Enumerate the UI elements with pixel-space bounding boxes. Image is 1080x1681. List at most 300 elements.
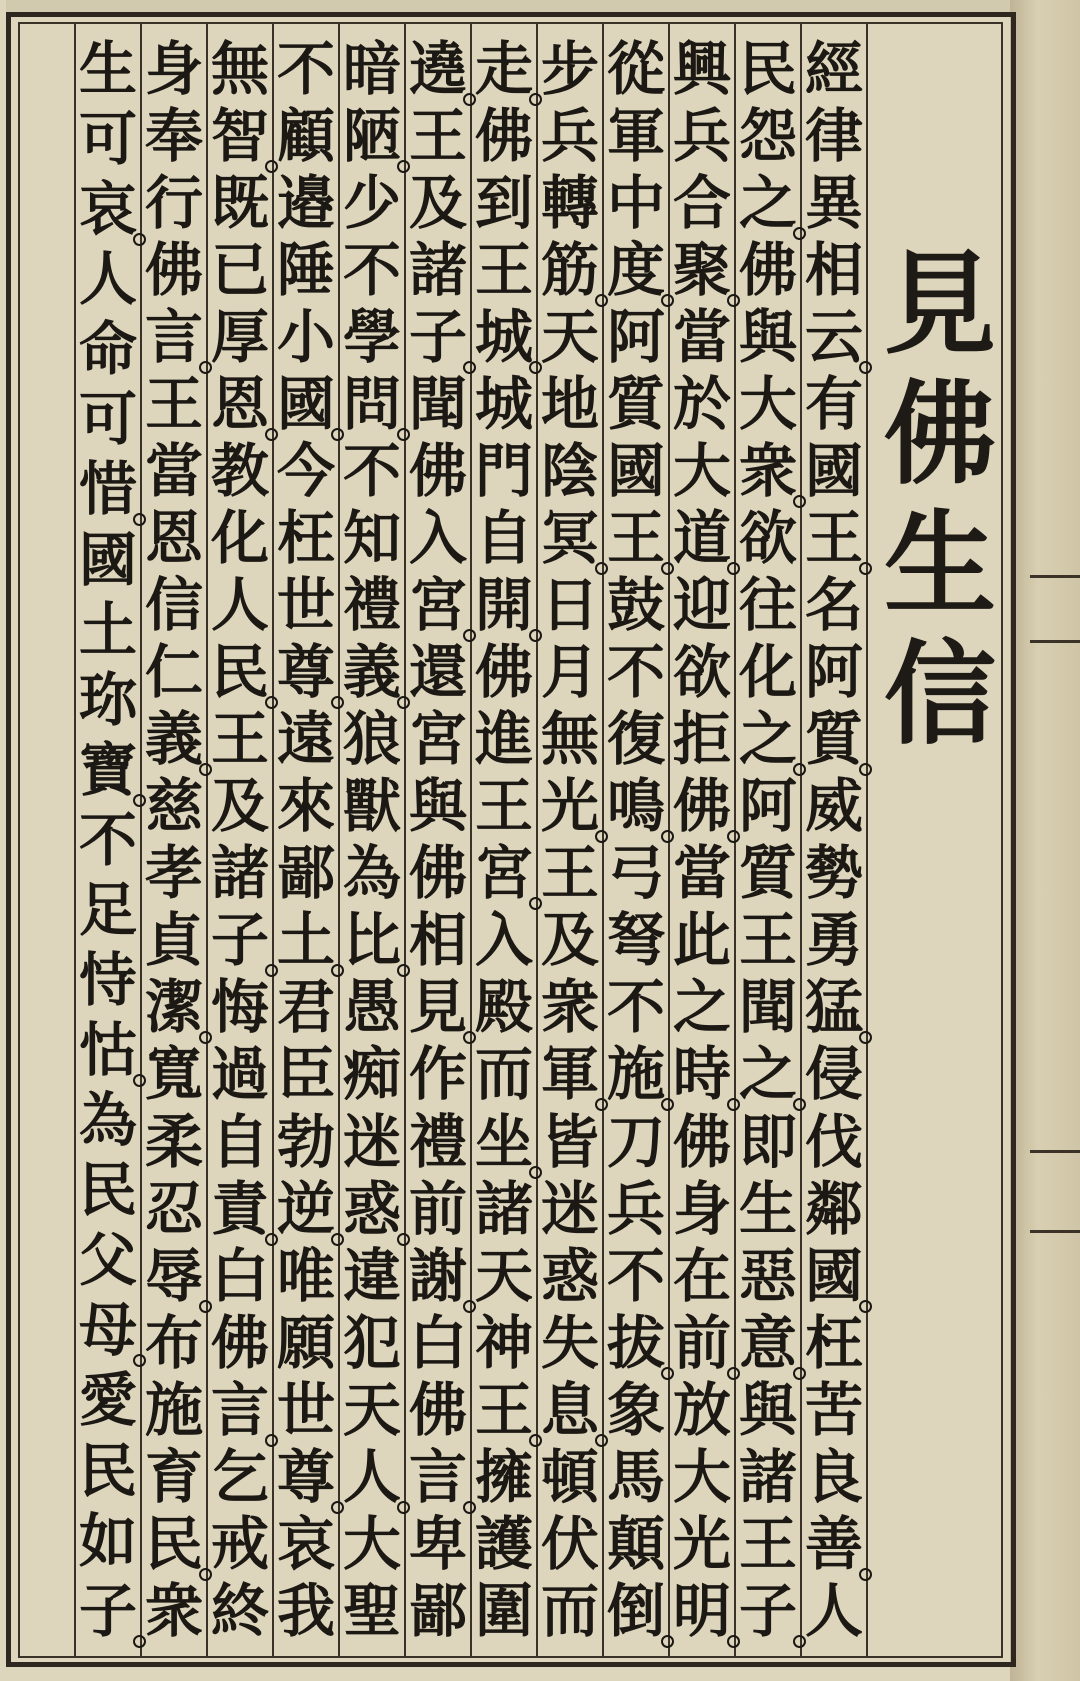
text-glyph: 終 bbox=[210, 1576, 269, 1645]
text-glyph: 諸 bbox=[408, 236, 467, 305]
text-glyph: 圍 bbox=[474, 1576, 533, 1645]
text-glyph: 之 bbox=[736, 174, 800, 232]
text-glyph: 拔 bbox=[604, 1314, 668, 1372]
text-glyph: 比 bbox=[340, 911, 404, 969]
text-glyph: 月 bbox=[540, 638, 599, 707]
text-glyph: 信 bbox=[144, 571, 203, 640]
text-glyph: 當 bbox=[672, 839, 731, 908]
text-glyph: 行 bbox=[144, 169, 203, 238]
text-glyph: 度 bbox=[604, 241, 668, 299]
text-glyph: 進 bbox=[474, 705, 533, 774]
text-glyph: 慈 bbox=[144, 772, 203, 841]
text-glyph: 異 bbox=[804, 169, 863, 238]
text-glyph: 猛 bbox=[802, 978, 866, 1036]
text-glyph: 王 bbox=[408, 102, 467, 171]
text-glyph: 王 bbox=[474, 236, 533, 305]
text-glyph: 阿 bbox=[738, 772, 797, 841]
text-glyph: 步 bbox=[540, 35, 599, 103]
text-glyph: 中 bbox=[606, 169, 665, 238]
text-glyph: 謝 bbox=[406, 1247, 470, 1305]
text-glyph: 質 bbox=[738, 839, 797, 908]
text-glyph: 義 bbox=[340, 643, 404, 701]
text-glyph: 與 bbox=[408, 772, 467, 841]
text-glyph: 大 bbox=[672, 437, 731, 506]
text-glyph: 還 bbox=[408, 638, 467, 707]
text-glyph: 及 bbox=[408, 169, 467, 238]
text-glyph: 象 bbox=[606, 1375, 665, 1444]
text-glyph: 相 bbox=[804, 236, 863, 305]
text-glyph: 化 bbox=[210, 504, 269, 573]
text-glyph: 國 bbox=[274, 375, 338, 433]
text-glyph: 往 bbox=[738, 571, 797, 640]
page-title bbox=[880, 240, 1000, 760]
text-glyph: 命 bbox=[78, 315, 137, 384]
text-glyph: 到 bbox=[474, 169, 533, 238]
text-glyph: 民 bbox=[738, 35, 797, 103]
text-glyph: 悔 bbox=[210, 973, 269, 1042]
text-glyph: 軍 bbox=[538, 1045, 602, 1103]
text-glyph: 尊 bbox=[274, 1448, 338, 1506]
text-glyph: 鼓 bbox=[606, 571, 665, 640]
text-glyph: 相 bbox=[408, 906, 467, 975]
text-glyph: 及 bbox=[540, 906, 599, 975]
text-glyph: 佛 bbox=[408, 839, 467, 908]
text-glyph: 遶 bbox=[406, 40, 470, 98]
text-glyph: 王 bbox=[474, 772, 533, 841]
text-glyph: 育 bbox=[144, 1442, 203, 1511]
text-glyph: 戒 bbox=[210, 1509, 269, 1578]
text-glyph: 聚 bbox=[670, 241, 734, 299]
text-glyph: 枉 bbox=[804, 1308, 863, 1377]
text-glyph: 佛 bbox=[210, 1308, 269, 1377]
text-glyph: 諸 bbox=[210, 839, 269, 908]
text-glyph: 國 bbox=[804, 437, 863, 506]
text-glyph: 可 bbox=[78, 385, 137, 454]
text-glyph: 皆 bbox=[540, 1107, 599, 1176]
title-char: 生 bbox=[884, 499, 996, 630]
text-glyph: 擁 bbox=[474, 1442, 533, 1511]
text-glyph: 質 bbox=[802, 710, 866, 768]
text-glyph: 阿 bbox=[606, 303, 665, 372]
text-glyph: 世 bbox=[276, 571, 335, 640]
text-glyph: 可 bbox=[78, 105, 137, 174]
text-glyph: 惑 bbox=[340, 1180, 404, 1238]
text-glyph: 陲 bbox=[276, 236, 335, 305]
text-glyph: 智 bbox=[208, 107, 272, 165]
text-glyph: 前 bbox=[408, 1174, 467, 1243]
text-glyph: 王 bbox=[144, 370, 203, 439]
text-glyph: 國 bbox=[802, 1247, 866, 1305]
text-glyph: 為 bbox=[78, 1086, 137, 1155]
text-glyph: 學 bbox=[342, 303, 401, 372]
text-glyph: 衆 bbox=[540, 973, 599, 1042]
text-glyph: 作 bbox=[408, 1040, 467, 1109]
text-column bbox=[206, 35, 274, 1645]
text-glyph: 子 bbox=[208, 911, 272, 969]
text-glyph: 王 bbox=[738, 906, 797, 975]
text-glyph: 鄙 bbox=[408, 1576, 467, 1645]
text-glyph: 潔 bbox=[142, 978, 206, 1036]
text-glyph: 子 bbox=[76, 1582, 140, 1640]
text-glyph: 陰 bbox=[540, 437, 599, 506]
page-top-margin bbox=[6, 0, 1016, 12]
text-glyph: 狼 bbox=[342, 705, 401, 774]
text-glyph: 無 bbox=[540, 705, 599, 774]
text-glyph: 禮 bbox=[408, 1107, 467, 1176]
text-glyph: 不 bbox=[342, 437, 401, 506]
text-glyph: 遠 bbox=[276, 705, 335, 774]
text-glyph: 弩 bbox=[606, 906, 665, 975]
text-glyph: 違 bbox=[342, 1241, 401, 1310]
text-glyph: 勃 bbox=[276, 1107, 335, 1176]
text-glyph: 鄰 bbox=[804, 1174, 863, 1243]
text-glyph: 弓 bbox=[606, 839, 665, 908]
text-glyph: 善 bbox=[802, 1515, 866, 1573]
text-glyph: 大 bbox=[738, 370, 797, 439]
text-glyph: 言 bbox=[208, 1381, 272, 1439]
text-glyph: 佛 bbox=[408, 437, 467, 506]
text-glyph: 我 bbox=[276, 1576, 335, 1645]
text-glyph: 人 bbox=[804, 1576, 863, 1645]
adjacent-page-edge bbox=[1010, 0, 1080, 1681]
text-glyph: 子 bbox=[736, 1582, 800, 1640]
text-glyph: 宮 bbox=[472, 844, 536, 902]
text-glyph: 宮 bbox=[406, 576, 470, 634]
text-glyph: 迷 bbox=[342, 1107, 401, 1176]
text-glyph: 威 bbox=[804, 772, 863, 841]
text-glyph: 云 bbox=[802, 308, 866, 366]
text-glyph: 白 bbox=[408, 1308, 467, 1377]
text-glyph: 前 bbox=[670, 1314, 734, 1372]
text-glyph: 恩 bbox=[208, 375, 272, 433]
text-glyph: 伏 bbox=[540, 1509, 599, 1578]
text-glyph: 怨 bbox=[738, 102, 797, 171]
text-glyph: 諸 bbox=[474, 1174, 533, 1243]
text-glyph: 良 bbox=[804, 1442, 863, 1511]
text-glyph: 身 bbox=[672, 1174, 731, 1243]
text-glyph: 國 bbox=[606, 437, 665, 506]
text-glyph: 民 bbox=[208, 643, 272, 701]
text-glyph: 辱 bbox=[142, 1247, 206, 1305]
text-glyph: 名 bbox=[804, 571, 863, 640]
text-glyph: 世 bbox=[276, 1375, 335, 1444]
text-glyph: 過 bbox=[210, 1040, 269, 1109]
text-glyph: 不 bbox=[342, 236, 401, 305]
text-glyph: 子 bbox=[406, 308, 470, 366]
text-glyph: 自 bbox=[474, 504, 533, 573]
text-glyph: 如 bbox=[78, 1506, 137, 1575]
text-glyph: 不 bbox=[78, 805, 137, 874]
text-glyph: 化 bbox=[738, 638, 797, 707]
text-glyph: 獸 bbox=[342, 772, 401, 841]
text-glyph: 身 bbox=[144, 35, 203, 103]
text-glyph: 人 bbox=[210, 571, 269, 640]
text-glyph: 而 bbox=[540, 1576, 599, 1645]
text-glyph: 布 bbox=[144, 1308, 203, 1377]
text-glyph: 人 bbox=[78, 245, 137, 314]
text-glyph: 此 bbox=[672, 906, 731, 975]
text-glyph: 天 bbox=[474, 1241, 533, 1310]
text-glyph: 合 bbox=[672, 169, 731, 238]
text-glyph: 哀 bbox=[76, 180, 140, 238]
text-glyph: 逆 bbox=[274, 1180, 338, 1238]
text-glyph: 施 bbox=[144, 1375, 203, 1444]
text-glyph: 當 bbox=[144, 437, 203, 506]
text-glyph: 倒 bbox=[604, 1582, 668, 1640]
text-glyph: 責 bbox=[208, 1180, 272, 1238]
text-glyph: 失 bbox=[540, 1308, 599, 1377]
text-glyph: 厚 bbox=[210, 303, 269, 372]
text-glyph: 痴 bbox=[342, 1040, 401, 1109]
text-column bbox=[536, 35, 604, 1645]
text-glyph: 顧 bbox=[276, 102, 335, 171]
text-glyph: 頓 bbox=[540, 1442, 599, 1511]
text-glyph: 奉 bbox=[144, 102, 203, 171]
text-glyph: 之 bbox=[672, 973, 731, 1042]
text-glyph: 光 bbox=[538, 777, 602, 835]
text-glyph: 土 bbox=[78, 595, 137, 664]
text-glyph: 見 bbox=[406, 978, 470, 1036]
page-edge-mark bbox=[1030, 1150, 1080, 1153]
text-glyph: 不 bbox=[606, 973, 665, 1042]
page-edge-mark bbox=[1030, 575, 1080, 578]
text-glyph: 坐 bbox=[472, 1113, 536, 1171]
text-glyph: 欲 bbox=[672, 638, 731, 707]
text-glyph: 諸 bbox=[738, 1442, 797, 1511]
text-glyph: 兵 bbox=[672, 102, 731, 171]
text-glyph: 佛 bbox=[474, 638, 533, 707]
text-glyph: 寬 bbox=[144, 1040, 203, 1109]
text-glyph: 卑 bbox=[408, 1509, 467, 1578]
text-glyph: 為 bbox=[342, 839, 401, 908]
text-glyph: 惑 bbox=[540, 1241, 599, 1310]
text-glyph: 而 bbox=[474, 1040, 533, 1109]
text-glyph: 禮 bbox=[342, 571, 401, 640]
text-column bbox=[338, 35, 406, 1645]
text-glyph: 暗 bbox=[342, 35, 401, 103]
text-glyph: 小 bbox=[276, 303, 335, 372]
text-glyph: 佛 bbox=[670, 777, 734, 835]
text-glyph: 佛 bbox=[408, 1375, 467, 1444]
text-glyph: 王 bbox=[472, 1381, 536, 1439]
text-glyph: 勢 bbox=[804, 839, 863, 908]
text-glyph: 軍 bbox=[606, 102, 665, 171]
text-glyph: 質 bbox=[606, 370, 665, 439]
text-glyph: 律 bbox=[804, 102, 863, 171]
text-glyph: 迎 bbox=[672, 571, 731, 640]
text-glyph: 宮 bbox=[408, 705, 467, 774]
text-glyph: 迷 bbox=[540, 1174, 599, 1243]
text-glyph: 白 bbox=[210, 1241, 269, 1310]
text-glyph: 經 bbox=[804, 35, 863, 103]
text-column bbox=[602, 35, 670, 1645]
text-glyph: 阿 bbox=[804, 638, 863, 707]
text-glyph: 寶 bbox=[76, 741, 140, 799]
text-glyph: 忍 bbox=[144, 1174, 203, 1243]
text-glyph: 不 bbox=[606, 638, 665, 707]
text-glyph: 天 bbox=[540, 303, 599, 372]
text-glyph: 佛 bbox=[144, 236, 203, 305]
text-glyph: 入 bbox=[474, 906, 533, 975]
text-glyph: 鄙 bbox=[276, 839, 335, 908]
text-glyph: 城 bbox=[474, 370, 533, 439]
text-glyph: 既 bbox=[210, 169, 269, 238]
text-glyph: 言 bbox=[142, 308, 206, 366]
text-glyph: 意 bbox=[736, 1314, 800, 1372]
text-glyph: 民 bbox=[78, 1156, 137, 1225]
text-glyph: 佛 bbox=[738, 236, 797, 305]
text-glyph: 珎 bbox=[78, 665, 137, 734]
text-glyph: 與 bbox=[738, 303, 797, 372]
text-glyph: 王 bbox=[540, 839, 599, 908]
text-glyph: 已 bbox=[210, 236, 269, 305]
text-glyph: 柔 bbox=[144, 1107, 203, 1176]
page-edge-mark bbox=[1030, 640, 1080, 643]
text-glyph: 王 bbox=[604, 509, 668, 567]
text-glyph: 少 bbox=[342, 169, 401, 238]
text-glyph: 生 bbox=[78, 35, 137, 103]
text-glyph: 即 bbox=[738, 1107, 797, 1176]
text-glyph: 乞 bbox=[210, 1442, 269, 1511]
text-glyph: 從 bbox=[606, 35, 665, 103]
text-glyph: 來 bbox=[276, 772, 335, 841]
text-glyph: 恃 bbox=[78, 946, 137, 1015]
text-glyph: 及 bbox=[210, 772, 269, 841]
text-column bbox=[404, 35, 472, 1645]
text-glyph: 兵 bbox=[606, 1174, 665, 1243]
text-glyph: 明 bbox=[670, 1582, 734, 1640]
text-column bbox=[800, 35, 868, 1645]
text-glyph: 拒 bbox=[672, 705, 731, 774]
text-glyph: 今 bbox=[276, 437, 335, 506]
text-glyph: 勇 bbox=[804, 906, 863, 975]
text-column bbox=[272, 35, 340, 1645]
text-glyph: 苦 bbox=[804, 1375, 863, 1444]
text-glyph: 佛 bbox=[672, 1107, 731, 1176]
text-glyph: 哀 bbox=[276, 1509, 335, 1578]
text-glyph: 走 bbox=[472, 40, 536, 98]
text-glyph: 尊 bbox=[274, 643, 338, 701]
text-column bbox=[734, 35, 802, 1645]
text-glyph: 冥 bbox=[538, 509, 602, 567]
text-glyph: 生 bbox=[738, 1174, 797, 1243]
text-glyph: 息 bbox=[538, 1381, 602, 1439]
text-glyph: 道 bbox=[670, 509, 734, 567]
text-glyph: 唯 bbox=[276, 1241, 335, 1310]
text-glyph: 貞 bbox=[144, 906, 203, 975]
text-glyph: 殿 bbox=[474, 973, 533, 1042]
text-glyph: 日 bbox=[540, 571, 599, 640]
text-glyph: 王 bbox=[802, 509, 866, 567]
text-glyph: 轉 bbox=[540, 169, 599, 238]
text-glyph: 於 bbox=[672, 370, 731, 439]
text-glyph: 自 bbox=[210, 1107, 269, 1176]
text-glyph: 神 bbox=[474, 1308, 533, 1377]
text-glyph: 時 bbox=[670, 1045, 734, 1103]
text-glyph: 刀 bbox=[606, 1107, 665, 1176]
text-glyph: 臣 bbox=[276, 1040, 335, 1109]
text-glyph: 問 bbox=[340, 375, 404, 433]
text-glyph: 教 bbox=[210, 437, 269, 506]
text-glyph: 愛 bbox=[78, 1366, 137, 1435]
text-column bbox=[668, 35, 736, 1645]
page-edge-mark bbox=[1030, 1230, 1080, 1233]
text-glyph: 當 bbox=[672, 303, 731, 372]
text-glyph: 興 bbox=[672, 35, 731, 103]
text-glyph: 之 bbox=[736, 1045, 800, 1103]
text-glyph: 怙 bbox=[76, 1021, 140, 1079]
text-glyph: 侵 bbox=[804, 1040, 863, 1109]
text-glyph: 言 bbox=[406, 1448, 470, 1506]
text-glyph: 地 bbox=[540, 370, 599, 439]
text-glyph: 知 bbox=[342, 504, 401, 573]
text-glyph: 欲 bbox=[738, 504, 797, 573]
text-glyph: 之 bbox=[736, 710, 800, 768]
text-glyph: 母 bbox=[76, 1301, 140, 1359]
text-glyph: 無 bbox=[210, 35, 269, 103]
text-glyph: 民 bbox=[142, 1515, 206, 1573]
text-glyph: 義 bbox=[142, 710, 206, 768]
text-column bbox=[140, 35, 208, 1645]
text-glyph: 君 bbox=[276, 973, 335, 1042]
text-glyph: 人 bbox=[340, 1448, 404, 1506]
text-glyph: 邉 bbox=[276, 169, 335, 238]
text-glyph: 在 bbox=[672, 1241, 731, 1310]
text-column bbox=[470, 35, 538, 1645]
text-glyph: 筋 bbox=[538, 241, 602, 299]
text-glyph: 大 bbox=[672, 1442, 731, 1511]
text-glyph: 放 bbox=[672, 1375, 731, 1444]
text-column bbox=[74, 35, 142, 1645]
text-glyph: 復 bbox=[606, 705, 665, 774]
text-glyph: 王 bbox=[738, 1509, 797, 1578]
text-glyph: 天 bbox=[342, 1375, 401, 1444]
text-glyph: 犯 bbox=[342, 1308, 401, 1377]
text-glyph: 國 bbox=[78, 525, 137, 594]
text-glyph: 城 bbox=[472, 308, 536, 366]
text-glyph: 兵 bbox=[540, 102, 599, 171]
text-glyph: 門 bbox=[474, 437, 533, 506]
text-glyph: 佛 bbox=[474, 102, 533, 171]
text-glyph: 願 bbox=[276, 1308, 335, 1377]
text-glyph: 聞 bbox=[738, 973, 797, 1042]
text-glyph: 伐 bbox=[804, 1107, 863, 1176]
text-glyph: 護 bbox=[474, 1509, 533, 1578]
text-glyph: 不 bbox=[606, 1241, 665, 1310]
text-glyph: 衆 bbox=[736, 442, 800, 500]
text-glyph: 孝 bbox=[144, 839, 203, 908]
text-glyph: 不 bbox=[276, 35, 335, 103]
text-glyph: 聖 bbox=[342, 1576, 401, 1645]
text-glyph: 開 bbox=[472, 576, 536, 634]
text-glyph: 枉 bbox=[276, 504, 335, 573]
text-glyph: 馬 bbox=[606, 1442, 665, 1511]
text-glyph: 父 bbox=[78, 1226, 137, 1295]
text-glyph: 仁 bbox=[144, 638, 203, 707]
text-glyph: 入 bbox=[408, 504, 467, 573]
title-char: 佛 bbox=[884, 369, 996, 500]
text-glyph: 與 bbox=[738, 1375, 797, 1444]
text-glyph: 惜 bbox=[76, 460, 140, 518]
text-glyph: 聞 bbox=[408, 370, 467, 439]
text-glyph: 鳴 bbox=[604, 777, 668, 835]
text-glyph: 恩 bbox=[144, 504, 203, 573]
text-glyph: 大 bbox=[342, 1509, 401, 1578]
text-glyph: 惡 bbox=[738, 1241, 797, 1310]
text-glyph: 衆 bbox=[144, 1576, 203, 1645]
text-glyph: 光 bbox=[672, 1509, 731, 1578]
text-glyph: 愚 bbox=[342, 973, 401, 1042]
